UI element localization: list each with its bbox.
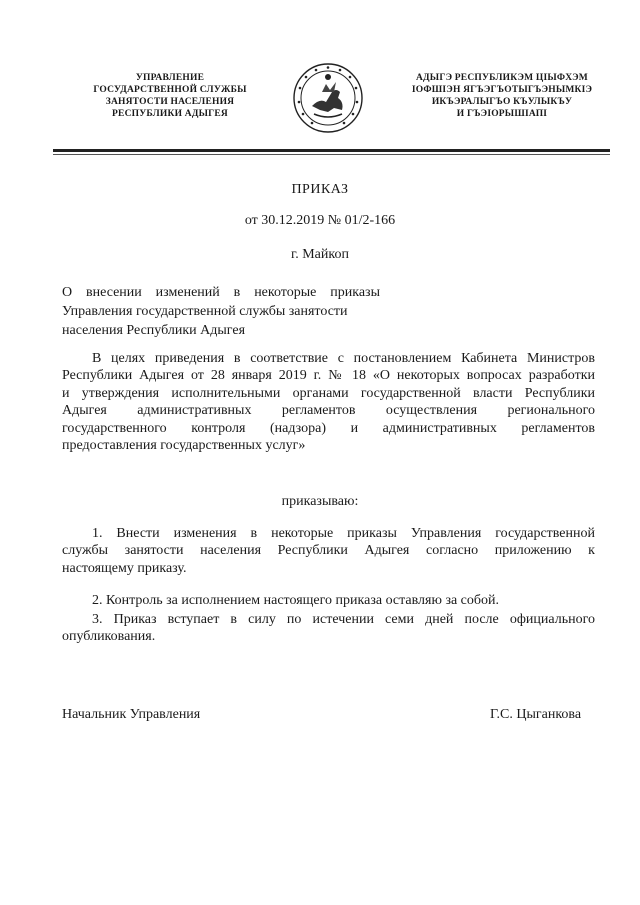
subject-line: населения Республики Адыгея [62, 323, 246, 338]
issuer-block-russian [70, 72, 270, 120]
issuer-block-adyghe [392, 72, 612, 120]
header-divider-thick [53, 149, 610, 152]
issuer-line: ГОСУДАРСТВЕННОЙ СЛУЖБЫ [93, 85, 247, 95]
issuer-line: РЕСПУБЛИКИ АДЫГЕЯ [112, 109, 228, 119]
order-word: приказываю: [281, 494, 359, 509]
text-line: Адыгея административных регламентов осуществления регионального [62, 403, 595, 419]
text-line: Республики Адыгея от 28 января 2019 г. № 18 «О некоторых вопросах разработки [62, 368, 595, 384]
issuer-line: УПРАВЛЕНИЕ [135, 73, 205, 83]
issuer-line: ЗАНЯТОСТИ НАСЕЛЕНИЯ [105, 97, 235, 107]
signatory-name: Г.С. Цыганкова [490, 707, 582, 722]
text-line: опубликования. [62, 629, 156, 645]
text-line: и утверждения исполнительными органами государственной власти Республики [62, 385, 595, 401]
text-line: службы занятости населения Республики Адыгея согласно приложению к [62, 543, 595, 559]
coat-of-arms-icon [292, 62, 364, 134]
text-line: 1. Внести изменения в некоторые приказы Управления государственной [92, 526, 595, 541]
issuer-line: АДЫГЭ РЕСПУБЛИКЭМ ЦIЫФХЭМ [416, 73, 588, 83]
text-line: 3. Приказ вступает в силу по истечении семи дней после официального [92, 612, 595, 627]
signatory-position: Начальник Управления [62, 707, 201, 722]
order-item-2 [62, 592, 595, 609]
preamble-paragraph [62, 350, 595, 454]
document-subject [62, 283, 380, 340]
order-item-1 [62, 525, 595, 577]
order-item-3 [62, 611, 595, 646]
text-line: настоящему приказу. [62, 560, 187, 576]
document-date-number: от 30.12.2019 № 01/2-166 [244, 213, 396, 228]
text-line: предоставления государственных услуг» [62, 438, 306, 454]
document-city: г. Майкоп [291, 247, 349, 262]
text-line: 2. Контроль за исполнением настоящего приказа оставляю за собой. [92, 593, 500, 608]
header-divider-thin [53, 154, 610, 155]
document-title: ПРИКАЗ [291, 182, 349, 197]
text-line: государственного контроля (надзора) и административных регламентов [62, 420, 595, 436]
issuer-line: IОФШIЭН ЯГЪЭГЪОТЫГЪЭНЫМКIЭ [411, 85, 593, 95]
subject-line: О внесении изменений в некоторые приказы [62, 285, 380, 300]
text-line: В целях приведения в соответствие с постановлением Кабинета Министров [92, 351, 595, 366]
issuer-line: ИКЪЭРАЛЫГЪО КЪУЛЫКЪУ [431, 97, 573, 107]
subject-line: Управления государственной службы занятости [62, 304, 348, 319]
issuer-line: И ГЪЭIОРЫШIАПI [456, 109, 548, 119]
